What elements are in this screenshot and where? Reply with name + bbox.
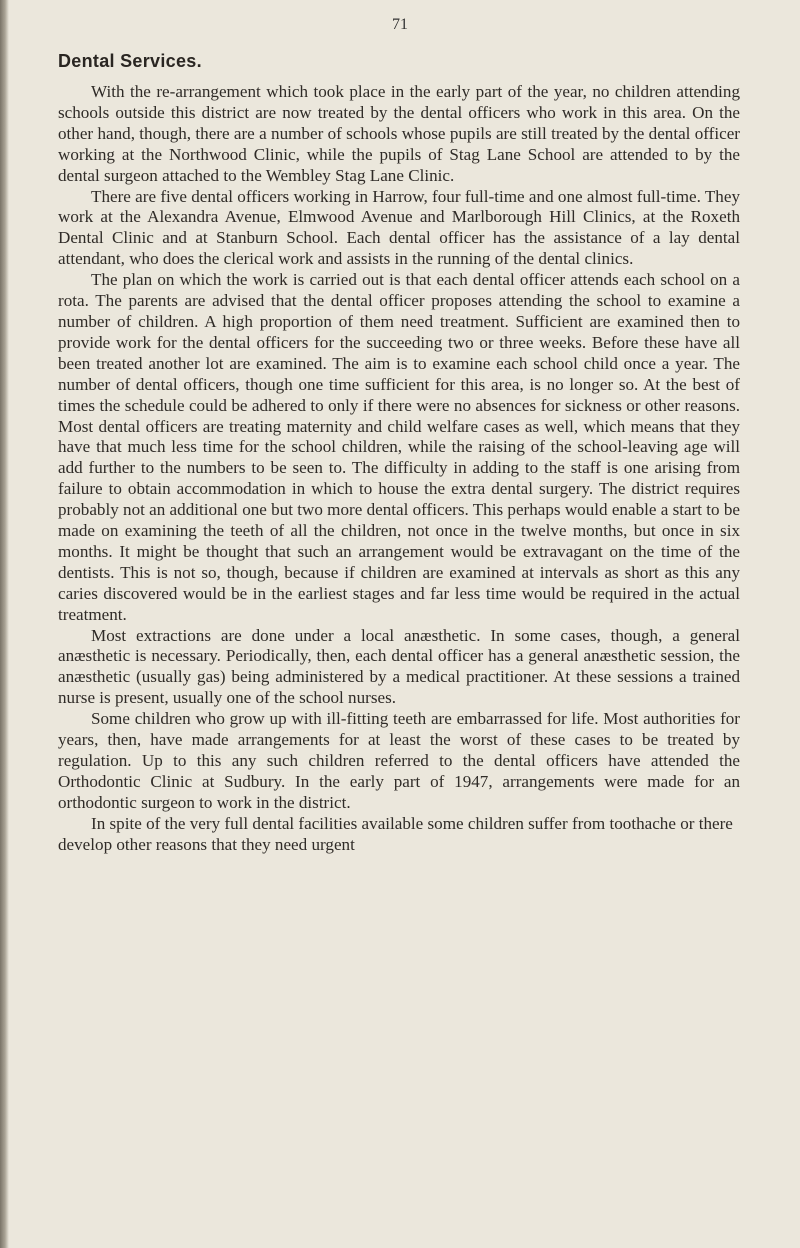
- page-binding-edge: [0, 0, 9, 1248]
- body-text: [58, 82, 740, 856]
- paragraph-3: The plan on which the work is carried out is that each dental officer attends each school on a rota. The parents are advised that the dental officer proposes attending the school to examine a number of children. A high proportion of them need treatment. Sufficient are examined then to provide work for the dental officers for the succeeding two or three weeks. Before these have all been treated another lot are examined. The aim is to examine each school child once a year. The number of dental officers, though one time sufficient for this area, is no longer so. At the best of times the schedule could be adhered to only if there were no absences for sickness or other reasons. Most dental officers are treating maternity and child welfare cases as well, which means that they have that much less time for the school children, while the raising of the school-leaving age will add further to the numbers to be seen to. The difficulty in adding to the staff is one arising from failure to obtain accommodation in which to house the extra dental surgery. The district requires probably not an additional one but two more dental officers. This perhaps would enable a start to be made on examining the teeth of all the children, not once in the twelve months, but once in six months. It might be thought that such an arrangement would be extravagant on the time of the dentists. This is not so, though, because if children are examined at intervals as short as this any caries discovered would be in the earliest stages and far less time would be required in the actual treatment.: [58, 270, 740, 624]
- paragraph-1: With the re-arrangement which took place in the early part of the year, no children attending schools outside this district are now treated by the dental officers who work in this area. On the other hand, though, there are a number of schools whose pupils are still treated by the dental officer working at the Northwood Clinic, while the pupils of Stag Lane School are attended to by the dental surgeon attached to the Wembley Stag Lane Clinic.: [58, 82, 740, 185]
- paragraph-2: There are five dental officers working in Harrow, four full-time and one almost full-time. They work at the Alexandra Avenue, Elmwood Avenue and Marlborough Hill Clinics, at the Roxeth Dental Clinic and at Stanburn School. Each dental officer has the assistance of a lay dental attendant, who does the clerical work and assists in the running of the dental clinics.: [58, 186, 740, 269]
- section-heading: Dental Services.: [58, 51, 202, 71]
- paragraph-6: In spite of the very full dental facilities available some children suffer from toothache or there develop other reasons that they need urgent: [58, 813, 733, 854]
- paragraph-4: Most extractions are done under a local anæsthetic. In some cases, though, a general anæsthetic is necessary. Periodically, then, each dental officer has a general anæsthetic session, the anæsthetic (usually gas) being administered by a medical practitioner. At these sessions a trained nurse is present, usually one of the school nurses.: [58, 625, 740, 708]
- page-number: 71: [392, 16, 408, 33]
- paragraph-5: Some children who grow up with ill-fitting teeth are embarrassed for life. Most authorities for years, then, have made arrangements for at least the worst of these cases to be treated by regulation. Up to this any such children referred to the dental officers have attended the Orthodontic Clinic at Sudbury. In the early part of 1947, arrangements were made for an orthodontic surgeon to work in the district.: [58, 709, 740, 812]
